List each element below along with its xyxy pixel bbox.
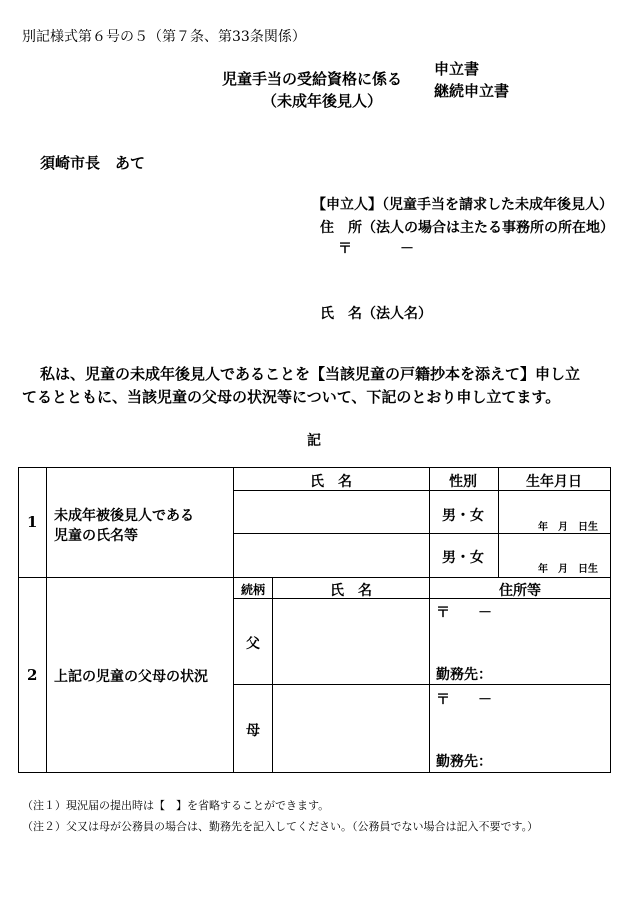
applicant-label: 【申立人】（児童手当を請求した未成年後見人）	[312, 197, 613, 213]
row2-sex: 男・女	[442, 550, 484, 566]
row2-birthdate: 年 月 日生	[538, 564, 598, 575]
postal-dash: －	[400, 241, 414, 257]
relation-mother: 母	[246, 723, 260, 739]
col-parent-name: 氏 名	[330, 583, 372, 599]
section1-label-line2: 児童の氏名等	[54, 528, 138, 544]
form-number: 別記様式第６号の５（第７条、第33条関係）	[22, 29, 306, 45]
body-text-line2: てるとともに、当該児童の父母の状況等について、下記のとおり申し立てます。	[22, 388, 561, 406]
col-relation: 続柄	[240, 583, 266, 597]
section1-label-line1: 未成年被後見人である	[54, 508, 194, 524]
section2-label: 上記の児童の父母の状況	[54, 669, 208, 685]
note-1: （注１）現況届の提出時は【 】を省略することができます。	[22, 799, 330, 812]
section1-number: 1	[27, 513, 38, 531]
title-line1: 児童手当の受給資格に係る	[222, 70, 403, 88]
row1-birthdate: 年 月 日生	[538, 522, 598, 533]
title-option-application: 申立書	[434, 60, 480, 78]
father-postal: 〒 －	[436, 605, 492, 621]
mother-postal: 〒 －	[436, 692, 492, 708]
col-child-name: 氏 名	[310, 474, 352, 490]
note-2: （注２）父又は母が公務員の場合は、勤務先を記入してください。（公務員でない場合は記入不要です。）	[22, 820, 539, 833]
father-workplace: 勤務先：	[436, 667, 492, 683]
mother-workplace: 勤務先：	[436, 754, 492, 770]
title-option-continuation: 継続申立書	[434, 82, 510, 100]
address-label: 住 所（法人の場合は主たる事務所の所在地）	[320, 220, 614, 236]
title-line2: （未成年後見人）	[262, 92, 383, 110]
addressee: 須崎市長 あて	[40, 154, 146, 172]
postal-mark: 〒	[338, 241, 352, 257]
col-birthdate: 生年月日	[526, 474, 582, 490]
col-address: 住所等	[499, 583, 541, 599]
body-text-line1: 私は、児童の未成年後見人であることを【当該児童の戸籍抄本を添えて】申し立	[40, 365, 581, 383]
relation-father: 父	[246, 636, 260, 652]
name-label: 氏 名（法人名）	[320, 306, 432, 322]
row1-sex: 男・女	[442, 508, 484, 524]
section2-number: 2	[27, 666, 38, 684]
ki-heading: 記	[307, 433, 321, 449]
col-sex: 性別	[449, 474, 477, 490]
